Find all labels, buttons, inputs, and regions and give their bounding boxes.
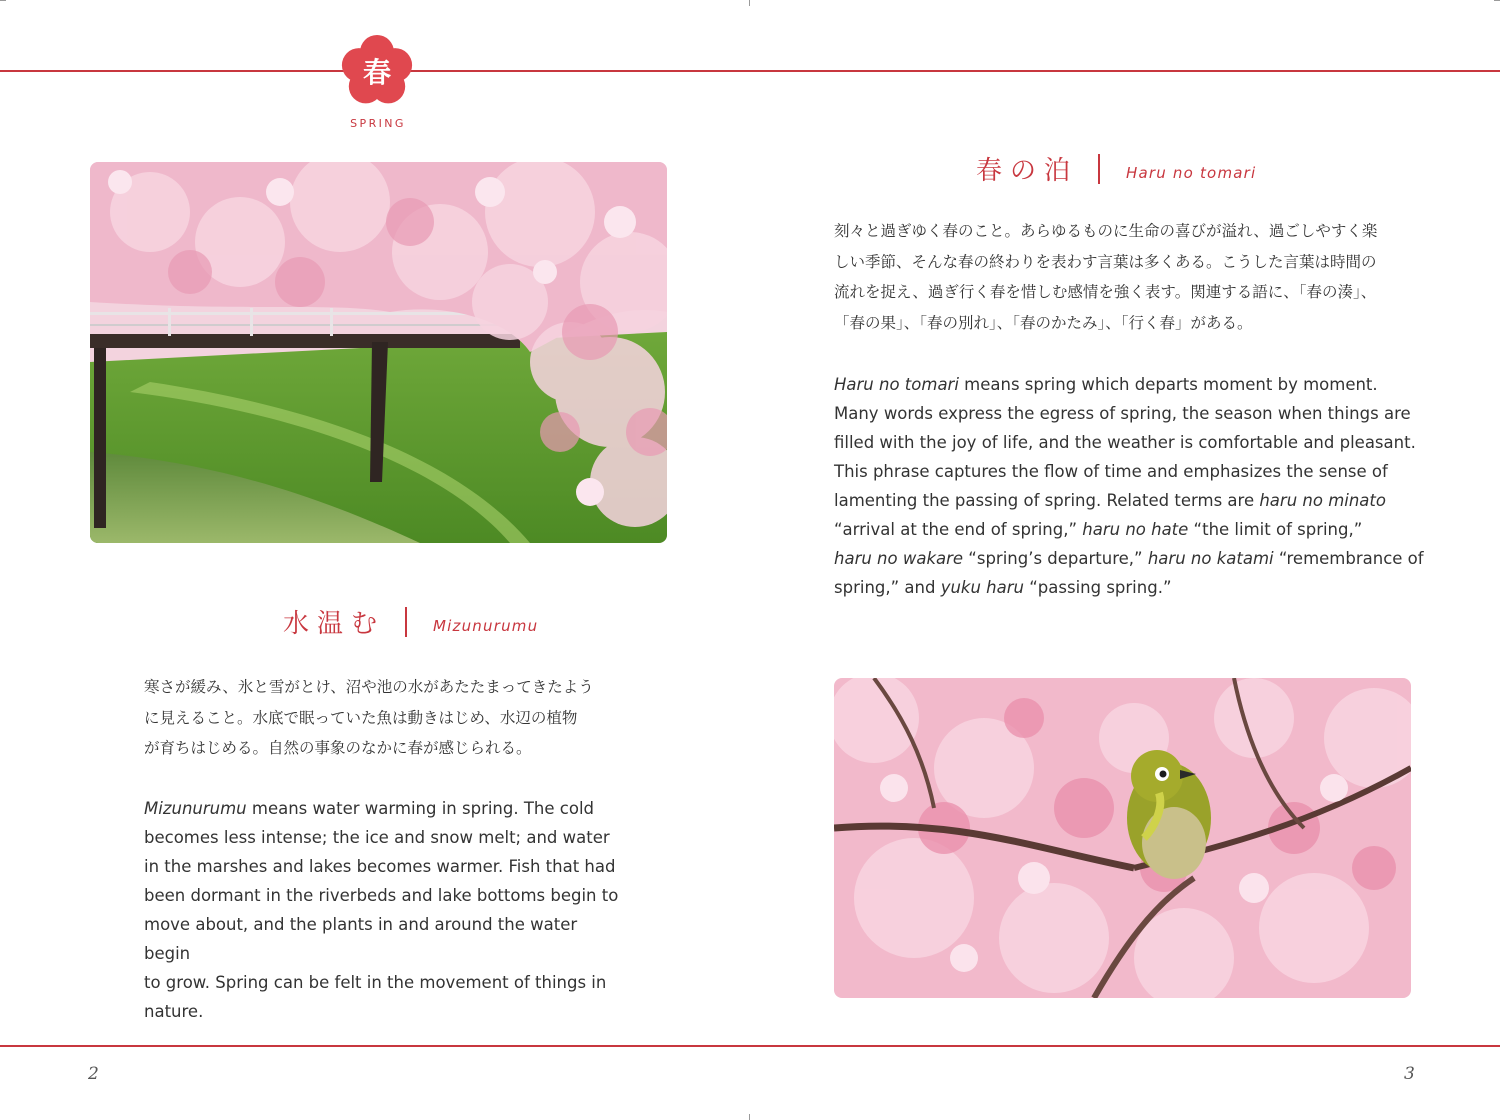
- heading-japanese: 春の泊: [976, 156, 1079, 186]
- jp-line: 流れを捉え、過ぎ行く春を惜しむ感情を強く表す。関連する語に、「春の湊」、: [834, 283, 1377, 301]
- page-number: 2: [88, 1064, 99, 1084]
- crop-mark: [0, 0, 6, 1]
- en-line: spring,” and yuku haru “passing spring.”: [834, 578, 1172, 597]
- term: Mizunurumu: [144, 799, 247, 818]
- season-kanji: 春: [362, 56, 391, 89]
- season-label: SPRING: [350, 117, 406, 130]
- heading-divider: [405, 607, 407, 637]
- english-paragraph: [144, 794, 624, 1026]
- jp-line: に見えること。水底で眠っていた魚は動きはじめ、水辺の植物: [144, 708, 578, 727]
- bottom-rule: [0, 1045, 1500, 1047]
- jp-line: が育ちはじめる。自然の事象のなかに春が感じられる。: [144, 739, 532, 757]
- heading-haru-no-tomari: [976, 150, 1256, 187]
- heading-romaji: Haru no tomari: [1126, 163, 1257, 182]
- english-paragraph: [834, 370, 1424, 602]
- en-line: filled with the joy of life, and the weather is comfortable and pleasant.: [834, 433, 1416, 452]
- season-badge: [339, 33, 415, 109]
- crop-mark: [749, 1114, 750, 1120]
- heading-romaji: Mizunurumu: [433, 616, 539, 635]
- japanese-paragraph: [834, 216, 1419, 338]
- heading-mizunurumu: [283, 603, 538, 640]
- en-line: been dormant in the riverbeds and lake bottoms begin to: [144, 886, 619, 905]
- jp-line: 刻々と過ぎゆく春のこと。あらゆるものに生命の喜びが溢れ、過ごしやすく楽: [834, 222, 1378, 240]
- jp-line: 寒さが緩み、氷と雪がとけ、沼や池の水があたたまってきたよう: [144, 678, 594, 696]
- en-line: “arrival at the end of spring,” haru no hate “the limit of spring,”: [834, 520, 1363, 539]
- heading-japanese: 水温む: [283, 609, 386, 639]
- en-line: move about, and the plants in and around the water begin: [144, 915, 578, 963]
- white-eye-bird-in-blossoms-photo: [834, 678, 1411, 998]
- en-line: haru no wakare “spring’s departure,” haru no katami “remembrance of: [834, 549, 1424, 568]
- top-rule: [0, 70, 1500, 72]
- cherry-blossom-bridge-photo: [90, 162, 667, 543]
- en-line: Mizunurumu means water warming in spring. The cold: [144, 799, 595, 818]
- heading-divider: [1098, 154, 1100, 184]
- japanese-paragraph: [144, 672, 624, 764]
- jp-line: 「春の果」、「春の別れ」、「春のかたみ」、「行く春」がある。: [834, 313, 1253, 332]
- en-line: nature.: [144, 1002, 204, 1021]
- crop-mark: [749, 0, 750, 6]
- en-line: becomes less intense; the ice and snow melt; and water: [144, 828, 610, 847]
- jp-line: しい季節、そんな春の終わりを表わす言葉は多くある。こうした言葉は時間の: [834, 252, 1377, 271]
- en-line: to grow. Spring can be felt in the movement of things in: [144, 973, 607, 992]
- crop-mark: [1494, 0, 1500, 1]
- en-line: Haru no tomari means spring which departs moment by moment.: [834, 375, 1378, 394]
- en-line: Many words express the egress of spring, the season when things are: [834, 404, 1411, 423]
- en-line: This phrase captures the flow of time and emphasizes the sense of: [834, 462, 1388, 481]
- en-line: lamenting the passing of spring. Related terms are haru no minato: [834, 491, 1386, 510]
- page-number: 3: [1404, 1064, 1415, 1084]
- en-line: in the marshes and lakes becomes warmer. Fish that had: [144, 857, 616, 876]
